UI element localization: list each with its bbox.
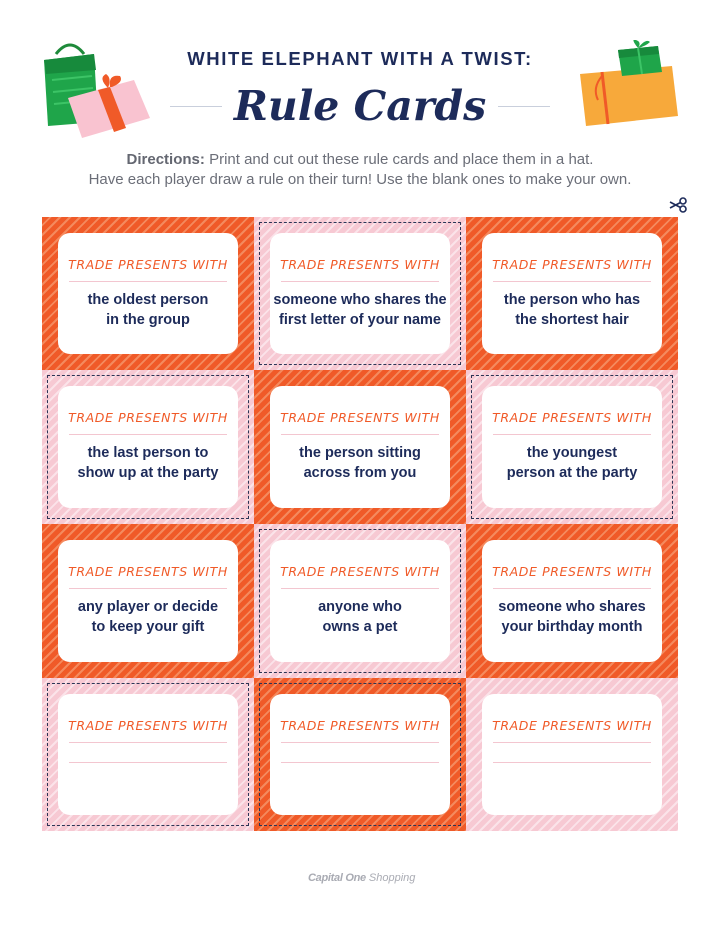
directions-label: Directions: [126, 151, 205, 168]
card-divider [493, 588, 651, 589]
card-divider [69, 434, 227, 435]
rule-card [254, 217, 466, 370]
brand-logo [308, 872, 415, 884]
rule-card-face [270, 540, 450, 662]
blank-rule-card [254, 678, 466, 831]
brand-name: Capital One [308, 872, 366, 884]
title-row [0, 76, 720, 136]
card-rule-line-2: owns a pet [322, 618, 398, 635]
card-divider [69, 281, 227, 282]
brand-product: Shopping [368, 872, 416, 884]
card-rule-text [270, 598, 450, 637]
blank-rule-card [466, 678, 678, 831]
card-rule-text [482, 444, 662, 483]
card-rule-line-2: the shortest hair [515, 311, 629, 328]
card-divider [69, 588, 227, 589]
card-rule-text [482, 291, 662, 330]
page-header [0, 48, 720, 136]
card-rule-line-2: person at the party [506, 464, 638, 481]
card-rule-text [270, 291, 450, 330]
card-heading: TRADE PRESENTS WITH [68, 410, 228, 425]
page-title: Rule Cards [233, 82, 487, 130]
rule-card [466, 217, 678, 370]
rule-card-face [58, 694, 238, 815]
card-rule-line-2: first letter of your name [279, 311, 441, 328]
card-heading: TRADE PRESENTS WITH [280, 257, 440, 272]
card-rule-line-1: the youngest [526, 445, 618, 461]
title-divider-right [498, 106, 550, 107]
card-write-line-2 [69, 762, 227, 763]
rule-card-grid [42, 217, 678, 831]
title-divider-left [170, 106, 222, 107]
card-rule-line-1: the oldest person [87, 292, 209, 308]
card-write-line-2 [281, 762, 439, 763]
card-divider [281, 588, 439, 589]
rule-card-face [482, 694, 662, 815]
card-divider [493, 434, 651, 435]
card-heading: TRADE PRESENTS WITH [68, 257, 228, 272]
card-write-line-1 [69, 742, 227, 743]
card-heading: TRADE PRESENTS WITH [68, 718, 228, 733]
page-kicker: WHITE ELEPHANT WITH A TWIST: [187, 48, 533, 69]
rule-card-face [482, 386, 662, 508]
rule-card [466, 370, 678, 524]
rule-card [42, 370, 254, 524]
card-rule-text [482, 598, 662, 637]
card-heading: TRADE PRESENTS WITH [492, 718, 652, 733]
rule-card [254, 524, 466, 678]
card-heading: TRADE PRESENTS WITH [492, 410, 652, 425]
blank-rule-card [42, 678, 254, 831]
card-rule-line-1: the person who has [503, 292, 641, 308]
scissors-icon [668, 197, 688, 213]
card-rule-text [270, 444, 450, 483]
rule-card-face [58, 540, 238, 662]
directions-line-2: Have each player draw a rule on their turn! Use the blank ones to make your own. [88, 171, 632, 188]
rule-card-face [482, 540, 662, 662]
card-heading: TRADE PRESENTS WITH [280, 410, 440, 425]
rule-card-face [270, 386, 450, 508]
card-heading: TRADE PRESENTS WITH [68, 564, 228, 579]
card-write-line-1 [281, 742, 439, 743]
card-rule-line-1: any player or decide [77, 599, 219, 615]
rule-card-face [270, 233, 450, 354]
card-write-line-2 [493, 762, 651, 763]
card-rule-line-2: your birthday month [501, 618, 643, 635]
card-divider [493, 281, 651, 282]
card-rule-line-1: the person sitting [299, 445, 421, 461]
rule-card-face [58, 233, 238, 354]
rule-card-face [58, 386, 238, 508]
rule-card [42, 217, 254, 370]
card-divider [281, 434, 439, 435]
card-rule-line-2: show up at the party [77, 464, 219, 481]
card-rule-line-1: someone who shares the [273, 292, 447, 308]
card-rule-text [58, 444, 238, 483]
card-rule-line-1: the last person to [87, 445, 209, 461]
rule-card-face [270, 694, 450, 815]
rule-card [254, 370, 466, 524]
card-write-line-1 [493, 742, 651, 743]
card-divider [281, 281, 439, 282]
card-rule-line-2: in the group [106, 311, 190, 328]
directions-line-1: Print and cut out these rule cards and place them in a hat. [209, 151, 594, 168]
card-rule-line-1: someone who shares [498, 599, 646, 615]
directions [0, 150, 720, 190]
card-heading: TRADE PRESENTS WITH [280, 718, 440, 733]
card-rule-text [58, 598, 238, 637]
card-heading: TRADE PRESENTS WITH [492, 564, 652, 579]
rule-card-face [482, 233, 662, 354]
rule-card [42, 524, 254, 678]
card-heading: TRADE PRESENTS WITH [280, 564, 440, 579]
card-rule-line-2: across from you [303, 464, 417, 481]
rule-card [466, 524, 678, 678]
card-rule-line-2: to keep your gift [91, 618, 205, 635]
card-rule-line-1: anyone who [318, 599, 402, 615]
card-heading: TRADE PRESENTS WITH [492, 257, 652, 272]
card-rule-text [58, 291, 238, 330]
